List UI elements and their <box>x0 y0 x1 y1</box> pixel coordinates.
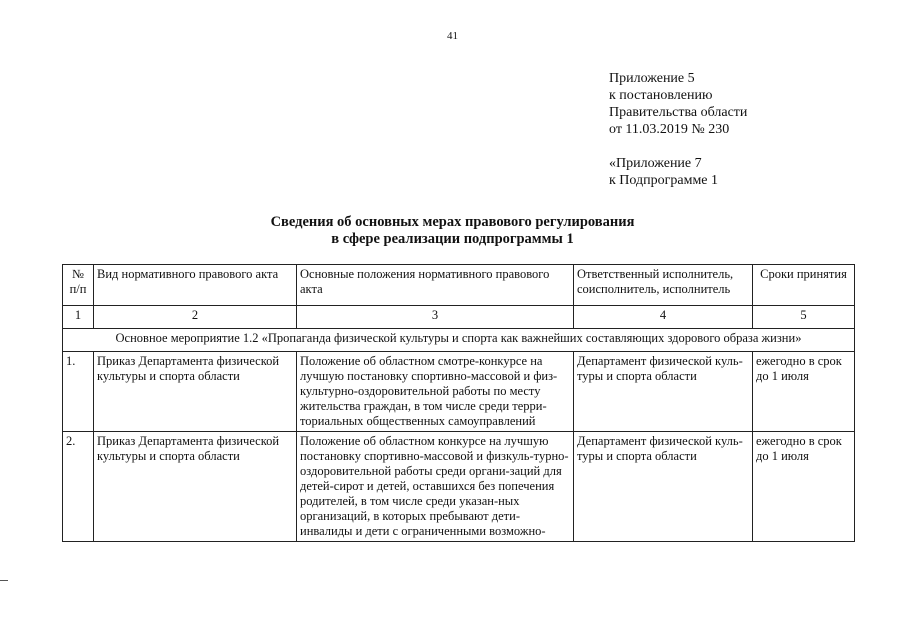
appendix-line: к Подпрограмме 1 <box>609 173 719 188</box>
column-index: 3 <box>297 306 574 329</box>
section-title: Основное мероприятие 1.2 «Пропаганда физической культуры и спорта как важнейших составляющих здорового образа жизни» <box>63 329 855 352</box>
row-provisions: Положение об областном смотре-конкурсе на лучшую постановку спортивно-массовой и физ-культурно-оздоровительной работы по месту жительства граждан, в том числе среди терри-ториальных общественных самоуправлений <box>297 352 574 432</box>
row-num: 1. <box>63 352 94 432</box>
header-provisions: Основные положения нормативного правового акта <box>297 265 574 306</box>
header-num: № п/п <box>63 265 94 306</box>
row-dates: ежегодно в срок до 1 июля <box>753 352 855 432</box>
document-title <box>0 214 905 248</box>
row-act-type: Приказ Департамента физической культуры и спорта области <box>94 432 297 542</box>
header-executor: Ответственный исполнитель, соисполнитель, исполнитель <box>574 265 753 306</box>
appendix-line: Правительства области <box>609 105 748 120</box>
column-index: 1 <box>63 306 94 329</box>
column-index: 4 <box>574 306 753 329</box>
appendix-line: «Приложение 7 <box>609 156 702 171</box>
row-act-type: Приказ Департамента физической культуры и спорта области <box>94 352 297 432</box>
section-row <box>63 329 855 352</box>
row-executor: Департамент физической куль-туры и спорта области <box>574 432 753 542</box>
row-num: 2. <box>63 432 94 542</box>
appendix-block <box>609 70 747 189</box>
row-dates: ежегодно в срок до 1 июля <box>753 432 855 542</box>
table-header-row <box>63 265 855 306</box>
column-index: 5 <box>753 306 855 329</box>
appendix-line: от 11.03.2019 № 230 <box>609 122 730 137</box>
row-executor: Департамент физической куль-туры и спорта области <box>574 352 753 432</box>
table-row <box>63 432 855 542</box>
header-dates: Сроки принятия <box>753 265 855 306</box>
table-row <box>63 352 855 432</box>
title-line: в сфере реализации подпрограммы 1 <box>331 231 574 247</box>
page-number: 41 <box>447 30 458 42</box>
appendix-line: к постановлению <box>609 88 713 103</box>
appendix-gap <box>609 138 747 155</box>
measures-table <box>62 264 855 542</box>
scan-margin-mark <box>0 580 8 581</box>
title-line: Сведения об основных мерах правового регулирования <box>270 214 635 230</box>
column-index-row <box>63 306 855 329</box>
column-index: 2 <box>94 306 297 329</box>
header-act-type: Вид нормативного правового акта <box>94 265 297 306</box>
appendix-line: Приложение 5 <box>609 71 695 86</box>
row-provisions: Положение об областном конкурсе на лучшую постановку спортивно-массовой и физкуль-турно-оздоровительной работы среди органи-заций для детей-сирот и детей, оставшихся без попечения родителей, в том числе среди указан-ных организаций, в которых пребывают дети-инвалиды и дети с ограниченными возможно- <box>297 432 574 542</box>
